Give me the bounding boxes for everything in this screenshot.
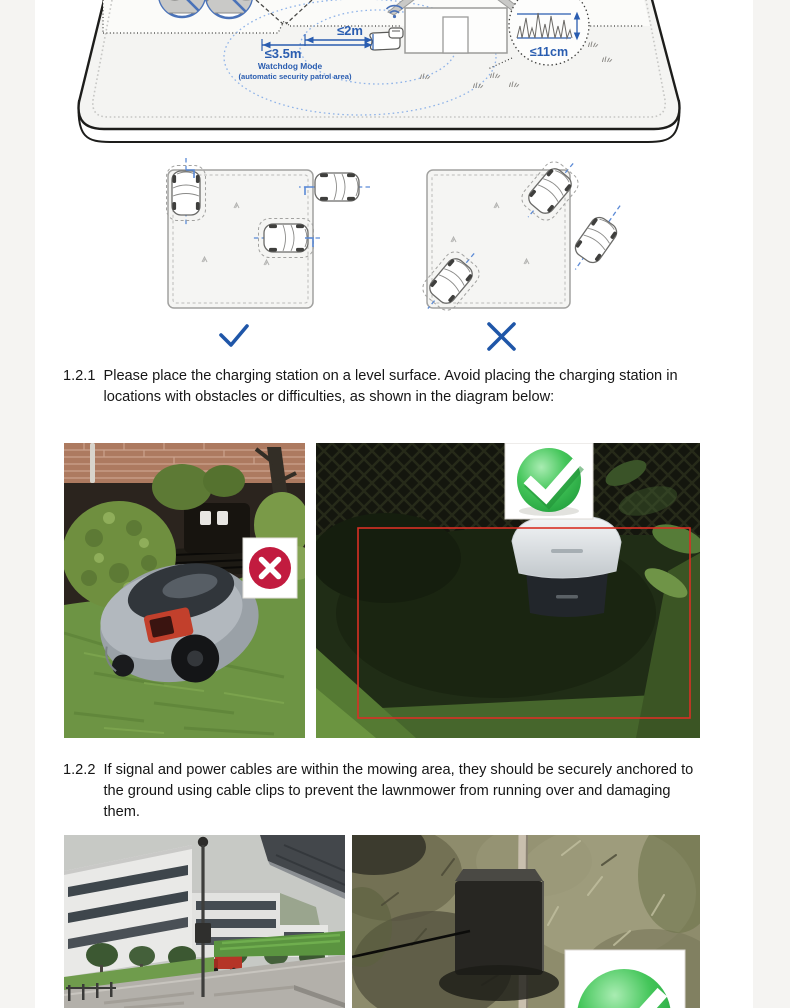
section-number: 1.2.2 [63,762,96,778]
placement-comparison [0,150,790,362]
house [388,0,524,53]
section-number: 1.2.1 [63,368,96,384]
placement-correct-diagram [167,158,371,308]
robot-mower-sketch [564,198,632,278]
correct-badge [505,443,593,519]
cross-icon [489,324,514,349]
placement-incorrect-diagram [413,151,632,321]
photo-open-area-pole [64,835,345,1008]
watchdog-mode-title: Watchdog Mode [257,61,323,71]
bush [152,464,212,510]
distance-2m-label: ≤2m [337,23,363,38]
incorrect-badge [243,538,297,598]
correct-badge [565,950,685,1008]
watchdog-mode-subtitle: (automatic security patrol area) [238,72,352,81]
watchdog-radius-label: ≤3.5m [264,46,302,61]
grass-height-label: ≤11cm [529,45,569,59]
photo-cable-anchored [352,835,700,1008]
hose-pipe [90,443,95,483]
house-door [443,17,468,53]
lawn-overview-diagram [0,0,790,150]
section-text: Please place the charging station on a level surface. Avoid placing the charging station in locations with obstacles or difficulties, as shown in the diagram below: [103,368,678,405]
photo-charging-station-incorrect [64,443,305,738]
section-1-2-1 [63,366,711,408]
pole-box [195,923,211,943]
roof-logo-mark [551,549,583,553]
check-icon [221,326,247,345]
photo-charging-station-correct [316,443,700,738]
section-text: If signal and power cables are within the mowing area, they should be securely anchored to the ground using cable clips to prevent the lawnmower from running over and damaging them. [103,762,694,820]
section-1-2-2 [63,760,711,823]
